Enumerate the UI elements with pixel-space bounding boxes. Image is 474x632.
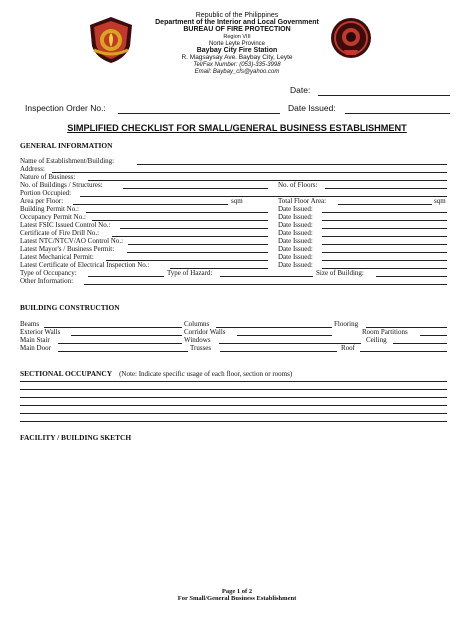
header-line-province: Norte Leyte Province	[208, 41, 266, 47]
input-windows[interactable]	[219, 343, 361, 344]
input-ntc-date[interactable]	[322, 244, 447, 245]
label-nature: Nature of Business:	[20, 173, 76, 181]
date-label: Date:	[290, 85, 311, 95]
label-beams: Beams	[20, 320, 40, 328]
label-type-haz: Type of Hazard:	[167, 269, 213, 277]
input-mayor-date[interactable]	[322, 252, 447, 253]
input-cfd-date[interactable]	[322, 236, 447, 237]
input-ext-walls[interactable]	[71, 335, 182, 336]
label-cfd-date: Date Issued:	[278, 229, 313, 237]
input-bp-date[interactable]	[322, 212, 447, 213]
header-line-station: Baybay City Fire Station	[196, 47, 278, 54]
input-op-date[interactable]	[322, 220, 447, 221]
input-main-stair[interactable]	[58, 343, 182, 344]
input-op-no[interactable]	[92, 220, 268, 221]
label-main-stair: Main Stair	[20, 336, 50, 344]
input-fsic[interactable]	[120, 228, 268, 229]
field-floors	[278, 181, 317, 189]
inspection-order-field[interactable]	[118, 113, 280, 114]
label-roof: Roof	[341, 344, 355, 352]
header-line-bfp: BUREAU OF FIRE PROTECTION	[183, 26, 291, 33]
field-mayor	[20, 245, 114, 253]
label-size-bldg: Size of Building:	[316, 269, 364, 277]
label-address: Address:	[20, 165, 45, 173]
label-windows: Windows	[184, 336, 211, 344]
sectional-line-6[interactable]	[20, 421, 447, 422]
field-size-bldg	[316, 269, 364, 277]
label-cfd: Certificate of Fire Drill No.:	[20, 229, 100, 237]
label-room-part: Room Partitions	[362, 328, 408, 336]
input-buildings[interactable]	[123, 188, 268, 189]
label-elec-date: Date Issued:	[278, 261, 313, 269]
input-portion[interactable]	[80, 196, 447, 197]
input-nature[interactable]	[88, 180, 447, 181]
field-nature	[20, 173, 75, 181]
unit-sqm-2: sqm	[434, 197, 446, 205]
label-corr-walls: Corridor Walls	[184, 328, 226, 336]
label-type-occ: Type of Occupancy:	[20, 269, 77, 277]
sketch-area[interactable]	[20, 446, 447, 576]
field-total-floor	[278, 197, 326, 205]
field-bp-no	[20, 205, 79, 213]
label-ceiling: Ceiling	[366, 336, 387, 344]
input-size-bldg[interactable]	[376, 276, 447, 277]
inspection-order-label: Inspection Order No.:	[25, 103, 106, 113]
field-cfd	[20, 229, 99, 237]
input-main-door[interactable]	[58, 351, 188, 352]
date-issued-field[interactable]	[345, 113, 450, 114]
input-fsic-date[interactable]	[322, 228, 447, 229]
input-ceiling[interactable]	[393, 343, 447, 344]
header-line-dilg: Department of the Interior and Local Government	[155, 19, 319, 26]
header-line-telfax: Tel/Fax Number: (053)-335-3998	[193, 62, 281, 68]
label-other: Other Information:	[20, 277, 74, 285]
building-construction-heading: BUILDING CONSTRUCTION	[20, 303, 120, 312]
field-ntc	[20, 237, 123, 245]
input-mech-date[interactable]	[322, 260, 447, 261]
input-type-occ[interactable]	[88, 276, 164, 277]
label-flooring: Flooring	[334, 320, 359, 328]
input-cfd[interactable]	[112, 236, 268, 237]
header-line-email: Email: Baybay_cfs@yahoo.com	[194, 69, 280, 75]
footer-page-number: Page 1 of 2	[221, 588, 253, 595]
label-main-door: Main Door	[20, 344, 51, 352]
label-mech-date: Date Issued:	[278, 253, 313, 261]
input-bp-no[interactable]	[86, 212, 268, 213]
label-mayor: Latest Mayor's / Business Permit:	[20, 245, 115, 253]
field-establishment-name	[20, 157, 114, 165]
label-portion: Portion Occupied:	[20, 189, 72, 197]
field-type-haz	[167, 269, 212, 277]
header-line-region: Region VIII	[223, 34, 251, 40]
field-fsic	[20, 221, 110, 229]
field-buildings	[20, 181, 103, 189]
label-elec: Latest Certificate of Electrical Inspection No.:	[20, 261, 150, 269]
facility-sketch-heading: FACILITY / BUILDING SKETCH	[20, 433, 132, 442]
input-floors[interactable]	[325, 188, 447, 189]
field-elec	[20, 261, 149, 269]
field-portion	[20, 189, 71, 197]
input-roof[interactable]	[360, 351, 447, 352]
general-info-heading: GENERAL INFORMATION	[20, 141, 113, 150]
label-buildings: No. of Buildings / Structures:	[20, 181, 103, 189]
header-line-republic: Republic of the Philippines	[195, 12, 279, 19]
input-mayor[interactable]	[127, 252, 268, 253]
input-area-floor[interactable]	[73, 204, 228, 205]
field-address	[20, 165, 45, 173]
sectional-occupancy-row	[20, 363, 292, 381]
sectional-line-3[interactable]	[20, 397, 447, 398]
label-total-floor: Total Floor Area:	[278, 197, 327, 205]
label-ntc-date: Date Issued:	[278, 237, 313, 245]
input-total-floor[interactable]	[338, 204, 432, 205]
label-establishment-name: Name of Establishment/Building:	[20, 157, 115, 165]
input-type-haz[interactable]	[220, 276, 313, 277]
sectional-line-1[interactable]	[20, 381, 447, 382]
label-floors: No. of Floors:	[278, 181, 318, 189]
input-establishment-name[interactable]	[137, 164, 447, 165]
input-beams[interactable]	[44, 327, 182, 328]
input-address[interactable]	[52, 172, 447, 173]
label-bp-date: Date Issued:	[278, 205, 313, 213]
unit-sqm-1: sqm	[231, 197, 243, 205]
label-mayor-date: Date Issued:	[278, 245, 313, 253]
input-other[interactable]	[84, 284, 447, 285]
date-issued-label: Date Issued:	[288, 103, 336, 113]
input-room-part[interactable]	[420, 335, 447, 336]
field-area-floor	[20, 197, 63, 205]
input-trusses[interactable]	[220, 351, 337, 352]
form-title: SIMPLIFIED CHECKLIST FOR SMALL/GENERAL BUSINESS ESTABLISHMENT	[67, 123, 407, 133]
label-fsic-date: Date Issued:	[278, 221, 313, 229]
footer-doc-name: For Small/General Business Establishment	[177, 595, 297, 602]
sectional-line-5[interactable]	[20, 413, 447, 414]
label-bp-no: Building Permit No.:	[20, 205, 79, 213]
label-trusses: Trusses	[190, 344, 212, 352]
label-op-date: Date Issued:	[278, 213, 313, 221]
header-line-address: R. Magsaysay Ave. Baybay City, Leyte	[181, 54, 293, 61]
input-ntc[interactable]	[128, 244, 268, 245]
sectional-occupancy-note: (Note: Indicate specific usage of each floor, section or rooms)	[119, 370, 293, 378]
label-fsic: Latest FSIC Issued Control No.:	[20, 221, 111, 229]
input-corr-walls[interactable]	[237, 335, 332, 336]
sectional-line-2[interactable]	[20, 389, 447, 390]
label-area-floor: Area per Floor:	[20, 197, 64, 205]
label-ntc: Latest NTC/NTCV/AO Control No.:	[20, 237, 124, 245]
field-type-occ	[20, 269, 77, 277]
date-field[interactable]	[318, 95, 450, 96]
sectional-occupancy-heading: SECTIONAL OCCUPANCY	[20, 369, 113, 378]
label-columns: Columns	[184, 320, 210, 328]
field-op-no	[20, 213, 86, 221]
field-mech	[20, 253, 94, 261]
field-other	[20, 277, 73, 285]
sectional-line-4[interactable]	[20, 405, 447, 406]
label-ext-walls: Exterior Walls	[20, 328, 61, 336]
label-op-no: Occupancy Permit No.:	[20, 213, 86, 221]
label-mech: Latest Mechanical Permit:	[20, 253, 94, 261]
input-columns[interactable]	[216, 327, 332, 328]
